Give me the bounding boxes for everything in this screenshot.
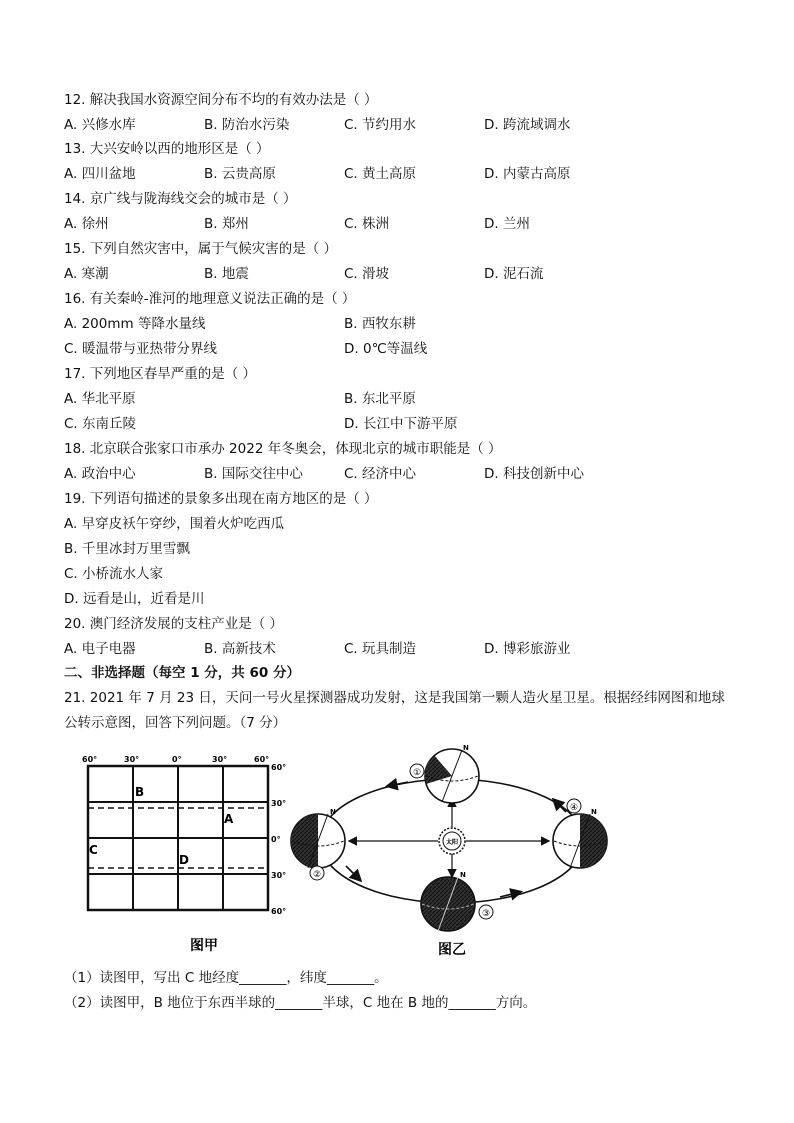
- q13-option-b[interactable]: B. 云贵高原: [204, 166, 276, 182]
- lon-label-60e: 60°: [254, 755, 270, 764]
- q16-option-c[interactable]: C. 暖温带与亚热带分界线: [64, 341, 218, 357]
- q14-option-d[interactable]: D. 兰州: [484, 216, 530, 232]
- q17-option-b[interactable]: B. 东北平原: [344, 391, 416, 407]
- pole-label-4: N: [591, 808, 597, 816]
- q14-option-b[interactable]: B. 郑州: [204, 216, 249, 232]
- lon-label-30e: 30°: [212, 755, 228, 764]
- q13-option-d[interactable]: D. 内蒙古高原: [484, 166, 571, 182]
- q17-option-d[interactable]: D. 长江中下游平原: [344, 416, 458, 432]
- lat-label-60n: 60°: [271, 763, 287, 772]
- q13-stem: 13. 大兴安岭以西的地形区是（ ）: [64, 141, 270, 157]
- q18-option-b[interactable]: B. 国际交往中心: [204, 466, 303, 482]
- q12-option-c[interactable]: C. 节约用水: [344, 117, 417, 133]
- figure-yi-caption: 图乙: [438, 942, 466, 958]
- q12-option-d[interactable]: D. 跨流域调水: [484, 117, 571, 133]
- pole-label-1: N: [463, 744, 469, 752]
- lat-label-0: 0°: [271, 835, 281, 844]
- lat-label-60s: 60°: [271, 907, 287, 916]
- q14-option-a[interactable]: A. 徐州: [64, 216, 109, 232]
- q20-option-c[interactable]: C. 玩具制造: [344, 641, 417, 657]
- figure-jia-grid: [78, 750, 298, 960]
- pole-label-3: N: [460, 871, 466, 879]
- point-b: B: [135, 785, 145, 799]
- lat-label-30s: 30°: [271, 871, 287, 880]
- q12-option-b[interactable]: B. 防治水污染: [204, 117, 290, 133]
- q13-option-a[interactable]: A. 四川盆地: [64, 166, 136, 182]
- q19-option-d[interactable]: D. 远看是山，近看是川: [64, 591, 205, 607]
- q18-stem: 18. 北京联合张家口市承办 2022 年冬奥会，体现北京的城市职能是（ ）: [64, 441, 502, 457]
- figure-jia-caption: 图甲: [190, 938, 218, 954]
- lat-label-30n: 30°: [271, 799, 287, 808]
- sun-icon: [439, 828, 465, 854]
- q16-option-b[interactable]: B. 西牧东耕: [344, 316, 416, 332]
- q21-subquestion-1: （1）读图甲，写出 C 地经度_______，纬度_______。: [64, 970, 388, 986]
- q16-stem: 16. 有关秦岭-淮河的地理意义说法正确的是（ ）: [64, 291, 356, 307]
- q20-option-d[interactable]: D. 博彩旅游业: [484, 641, 571, 657]
- q18-option-d[interactable]: D. 科技创新中心: [484, 466, 584, 482]
- q17-stem: 17. 下列地区春旱严重的是（ ）: [64, 366, 257, 382]
- q20-option-a[interactable]: A. 电子电器: [64, 641, 136, 657]
- q14-stem: 14. 京广线与陇海线交会的城市是（ ）: [64, 191, 297, 207]
- q15-stem: 15. 下列自然灾害中，属于气候灾害的是（ ）: [64, 241, 338, 257]
- lon-label-60w: 60°: [82, 755, 98, 764]
- position-1-label: ①: [413, 768, 422, 778]
- pole-label-2: N: [330, 808, 336, 816]
- point-d: D: [179, 853, 189, 867]
- q19-option-c[interactable]: C. 小桥流水人家: [64, 566, 164, 582]
- q15-option-a[interactable]: A. 寒潮: [64, 266, 109, 282]
- q16-option-a[interactable]: A. 200mm 等降水量线: [64, 316, 206, 332]
- position-4-label: ④: [570, 803, 579, 813]
- q19-stem: 19. 下列语句描述的景象多出现在南方地区的是（ ）: [64, 491, 378, 507]
- q19-option-b[interactable]: B. 千里冰封万里雪飘: [64, 541, 190, 557]
- position-2-label: ②: [313, 870, 322, 880]
- q18-option-a[interactable]: A. 政治中心: [64, 466, 136, 482]
- sun-label: 太阳: [446, 839, 459, 846]
- q14-option-c[interactable]: C. 株洲: [344, 216, 390, 232]
- position-3-label: ③: [482, 909, 491, 919]
- q15-option-b[interactable]: B. 地震: [204, 266, 249, 282]
- q21-subquestion-2: （2）读图甲，B 地位于东西半球的_______半球，C 地在 B 地的_______方向。: [64, 995, 537, 1011]
- q18-option-c[interactable]: C. 经济中心: [344, 466, 417, 482]
- q15-option-c[interactable]: C. 滑坡: [344, 266, 390, 282]
- lon-label-30w: 30°: [124, 755, 140, 764]
- q13-option-c[interactable]: C. 黄土高原: [344, 166, 417, 182]
- q15-option-d[interactable]: D. 泥石流: [484, 266, 544, 282]
- q20-stem: 20. 澳门经济发展的支柱产业是（ ）: [64, 616, 284, 632]
- q17-option-a[interactable]: A. 华北平原: [64, 391, 136, 407]
- point-c: C: [89, 843, 98, 857]
- earth-position-4: [553, 799, 607, 868]
- figure-yi-orbit: [284, 742, 620, 962]
- earth-position-2: [291, 808, 345, 880]
- point-a: A: [224, 812, 234, 826]
- q17-option-c[interactable]: C. 东南丘陵: [64, 416, 137, 432]
- q12-stem: 12. 解决我国水资源空间分布不均的有效办法是（ ）: [64, 92, 378, 108]
- earth-position-1: [410, 744, 479, 803]
- q20-option-b[interactable]: B. 高新技术: [204, 641, 276, 657]
- section-2-title: 二、非选择题（每空 1 分，共 60 分）: [64, 665, 300, 681]
- q21-stem-line2: 公转示意图，回答下列问题。（7 分）: [64, 715, 287, 731]
- q21-stem-line1: 21. 2021 年 7 月 23 日，天问一号火星探测器成功发射，这是我国第一颗人造火星卫星。根据经纬网图和地球: [64, 690, 725, 706]
- lon-label-0: 0°: [172, 755, 182, 764]
- q12-option-a[interactable]: A. 兴修水库: [64, 117, 136, 133]
- q16-option-d[interactable]: D. 0℃等温线: [344, 341, 428, 357]
- q19-option-a[interactable]: A. 早穿皮袄午穿纱，围着火炉吃西瓜: [64, 516, 285, 532]
